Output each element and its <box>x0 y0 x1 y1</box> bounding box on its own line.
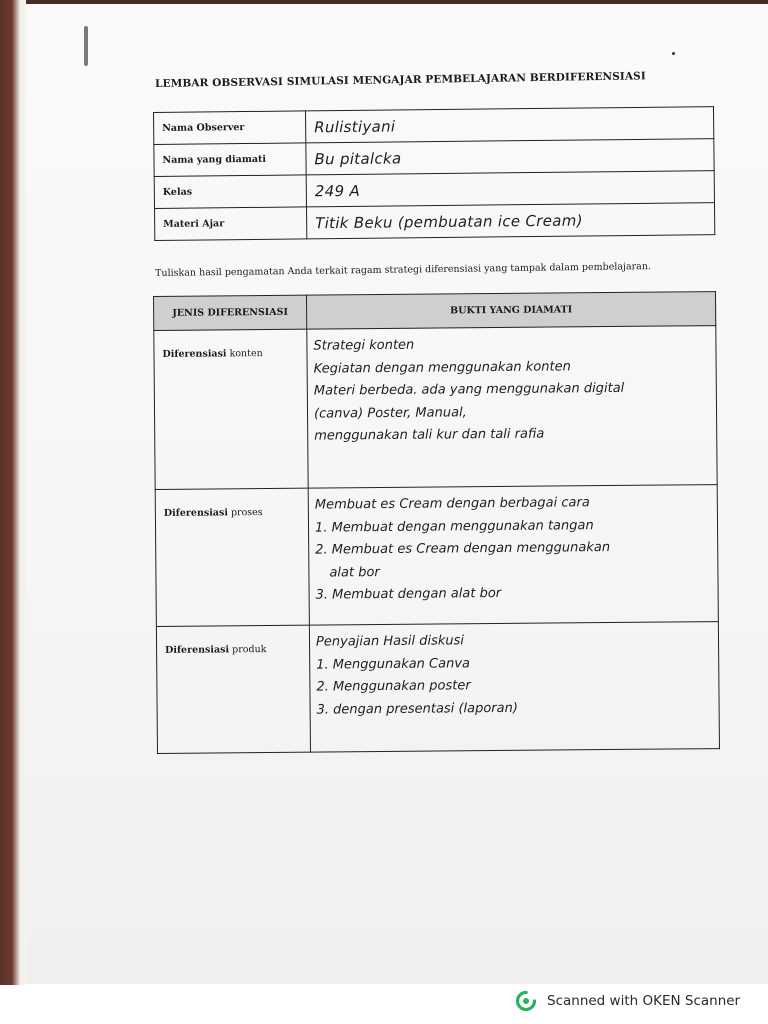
evidence-line: menggunakan tali kur dan tali rafia <box>314 426 545 444</box>
evidence-cell <box>307 326 717 489</box>
document-title: LEMBAR OBSERVASI SIMULASI MENGAJAR PEMBELAJARAN BERDIFERENSIASI <box>155 70 646 90</box>
info-value: Bu pitalcka <box>306 139 714 175</box>
instruction-text: Tuliskan hasil pengamatan Anda terkait ragam strategi diferensiasi yang tampak dalam pembelajaran. <box>155 261 652 279</box>
row-label <box>154 329 308 489</box>
scanner-watermark-text: Scanned with OKEN Scanner <box>547 993 741 1009</box>
evidence-line: Membuat es Cream dengan berbagai cara <box>314 495 590 513</box>
table-row-proses <box>155 485 718 627</box>
scan-background-left <box>0 0 26 985</box>
evidence-line: Strategi konten <box>313 337 415 354</box>
evidence-line: Kegiatan dengan menggunakan konten <box>313 358 571 377</box>
header-jenis: JENIS DIFERENSIASI <box>154 295 307 330</box>
row-label <box>156 625 310 753</box>
info-value: Titik Beku (pembuatan ice Cream) <box>307 203 715 239</box>
table-row-produk <box>156 622 719 754</box>
row-label-bold: Diferensiasi <box>163 507 228 519</box>
evidence-cell <box>309 622 719 753</box>
evidence-line: 1. Menggunakan Canva <box>316 655 471 673</box>
differentiation-table <box>153 291 720 754</box>
paper-crease <box>84 26 88 66</box>
scanner-watermark <box>515 990 740 1012</box>
info-table <box>153 106 715 241</box>
info-row-materi <box>155 203 715 241</box>
row-label-bold: Diferensiasi <box>162 348 227 360</box>
table-header-row <box>154 292 716 331</box>
info-label: Materi Ajar <box>155 207 307 241</box>
info-label: Nama Observer <box>154 111 306 145</box>
info-value: 249 A <box>306 171 714 207</box>
row-label-rest: proses <box>227 507 263 519</box>
evidence-line: Penyajian Hasil diskusi <box>315 633 465 650</box>
header-bukti: BUKTI YANG DIAMATI <box>306 292 715 330</box>
evidence-line: 3. dengan presentasi (laporan) <box>316 700 518 718</box>
row-label-bold: Diferensiasi <box>165 644 230 656</box>
evidence-line: (canva) Poster, Manual, <box>313 404 467 422</box>
evidence-line: 1. Membuat dengan menggunakan tangan <box>314 517 594 536</box>
evidence-line: 3. Membuat dengan alat bor <box>315 585 502 603</box>
table-row-konten <box>154 326 717 490</box>
evidence-line: 2. Menggunakan poster <box>316 678 471 695</box>
row-label <box>155 488 309 626</box>
info-label: Kelas <box>154 175 306 209</box>
paper-speck <box>672 52 675 55</box>
evidence-cell <box>308 485 718 626</box>
row-label-rest: produk <box>229 644 267 656</box>
oken-scanner-logo-icon <box>515 990 537 1012</box>
evidence-line: alat bor <box>329 564 380 580</box>
evidence-line: 2. Membuat es Cream dengan menggunakan <box>315 540 611 558</box>
info-value: Rulistiyani <box>305 107 713 143</box>
row-label-rest: konten <box>226 348 263 360</box>
evidence-line: Materi berbeda. ada yang menggunakan digital <box>313 380 625 399</box>
info-label: Nama yang diamati <box>154 143 306 177</box>
